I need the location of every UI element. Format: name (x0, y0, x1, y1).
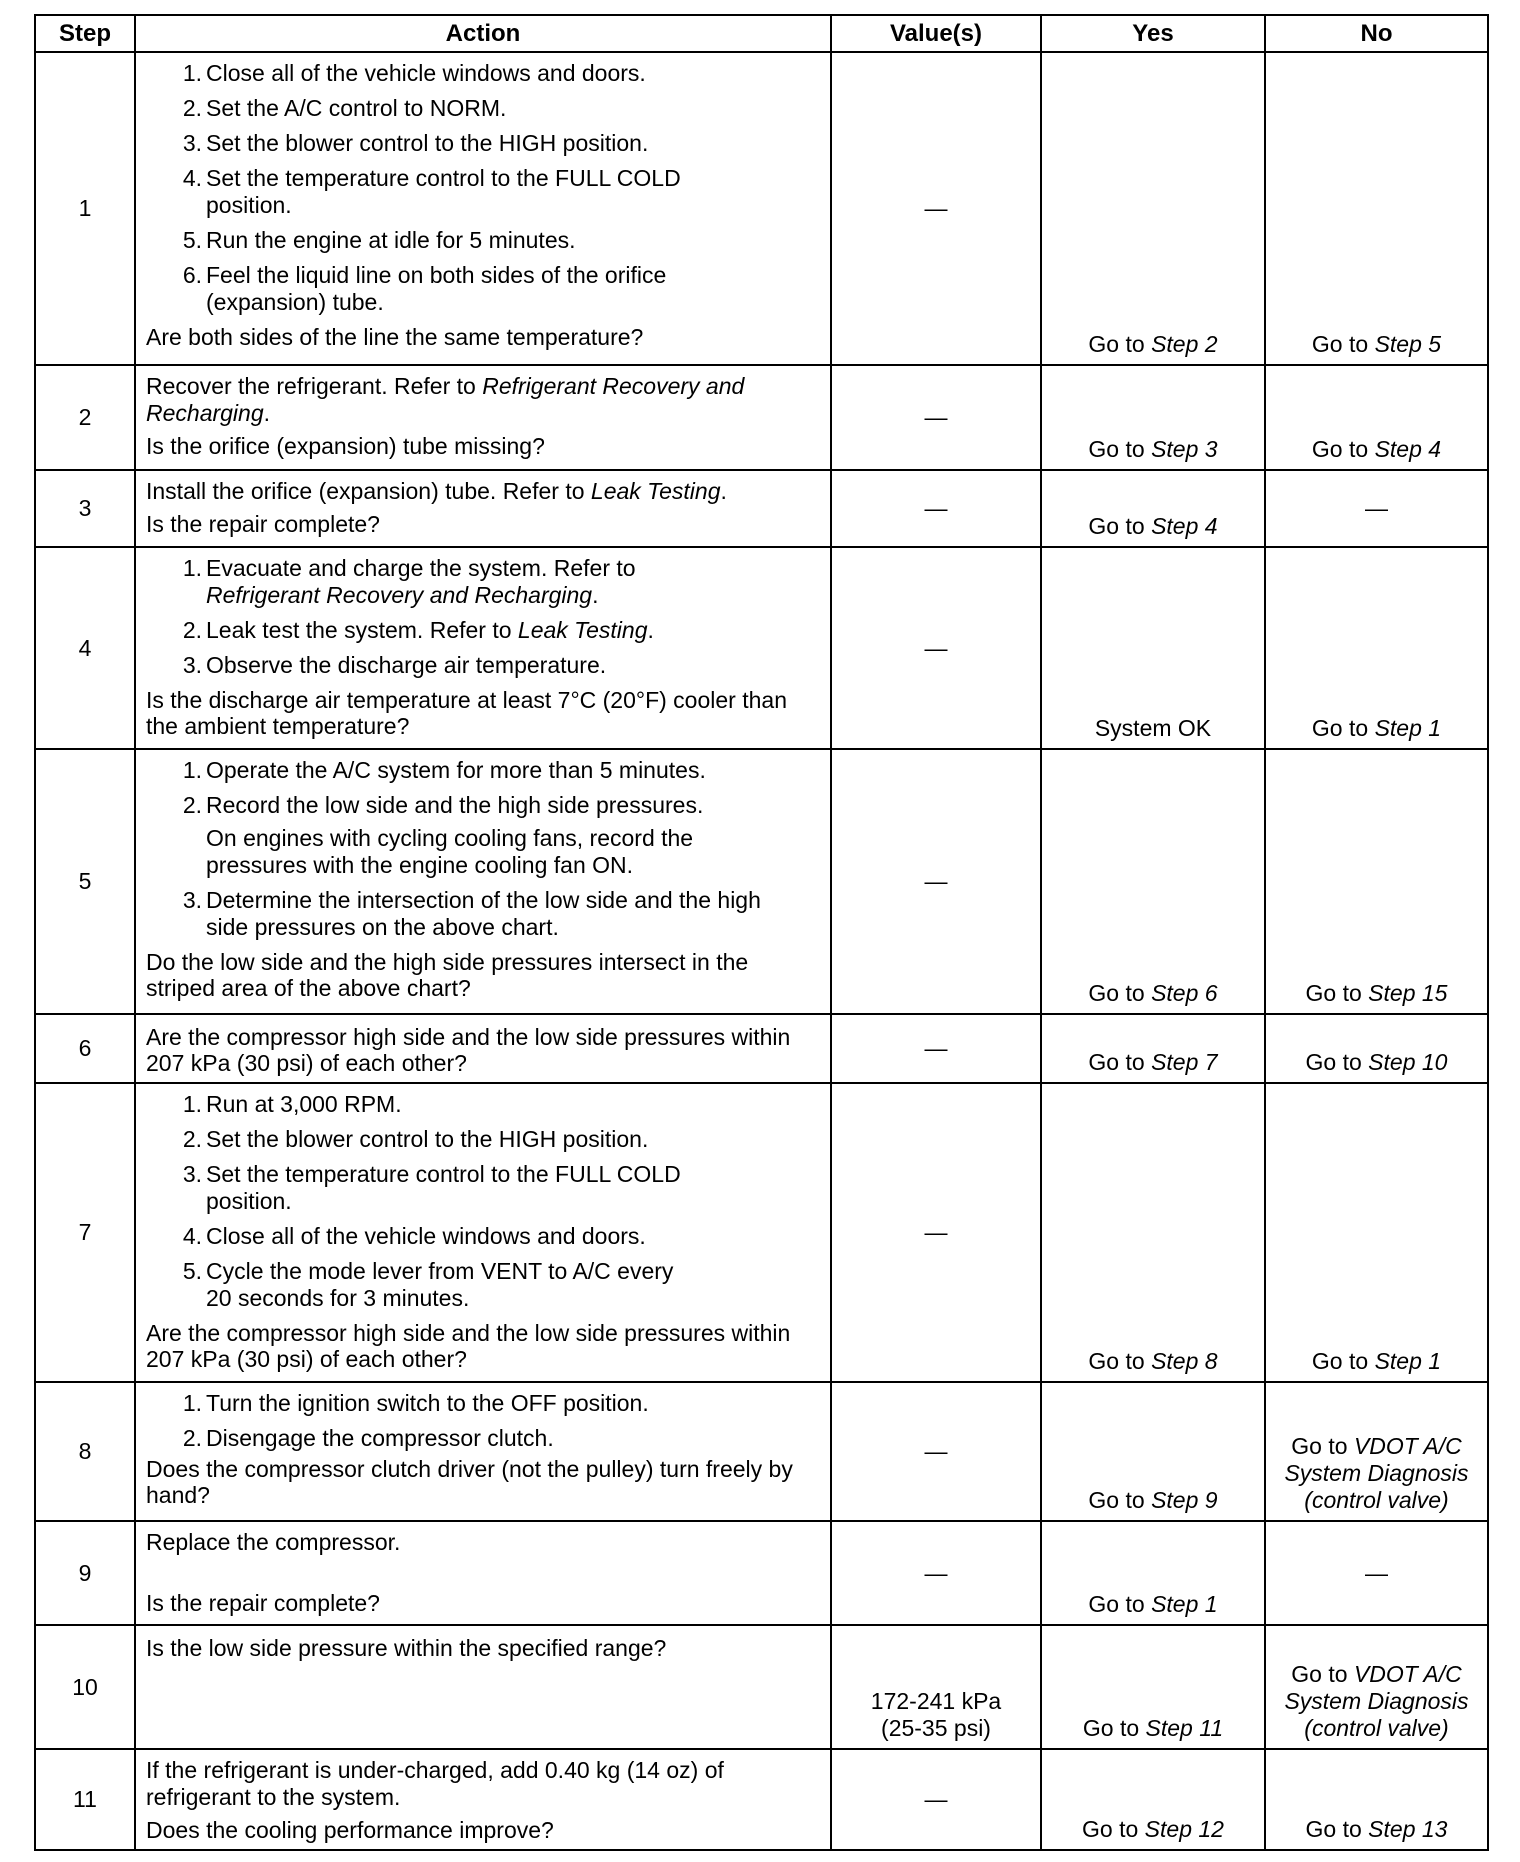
table-row (35, 1749, 1488, 1850)
table-row (35, 470, 1488, 547)
no-cell: Go to Step 1 (1265, 547, 1488, 749)
list-item: 3. Determine the intersection of the low side and the high side pressures on the above chart. (182, 887, 761, 940)
no-cell: Go to Step 15 (1265, 749, 1488, 1014)
action-list (146, 1390, 820, 1452)
header-action: Action (135, 15, 831, 52)
no-cell: — (1265, 470, 1488, 547)
step-question: Is the low side pressure within the specified range? (146, 1635, 667, 1661)
step-action (135, 52, 831, 365)
table-row (35, 1521, 1488, 1625)
no-cell: Go to VDOT A/C System Diagnosis (control valve) (1265, 1382, 1488, 1521)
value-cell: — (831, 1083, 1041, 1382)
action-list (146, 60, 820, 316)
step-number: 10 (35, 1625, 135, 1749)
step-question: Does the cooling performance improve? (146, 1817, 554, 1843)
step-question: Are the compressor high side and the low side pressures within 207 kPa (30 psi) of each other? (146, 1024, 791, 1076)
table-row (35, 1625, 1488, 1749)
header-values: Value(s) (831, 15, 1041, 52)
table-row (35, 52, 1488, 365)
list-item: 1. Operate the A/C system for more than 5 minutes. (182, 757, 706, 783)
table-row (35, 1083, 1488, 1382)
step-number: 5 (35, 749, 135, 1014)
step-number: 7 (35, 1083, 135, 1382)
yes-cell: Go to Step 6 (1041, 749, 1265, 1014)
header-no: No (1265, 15, 1488, 52)
table-row (35, 547, 1488, 749)
value-cell: — (831, 1521, 1041, 1625)
list-item: 1. Turn the ignition switch to the OFF position. (182, 1390, 649, 1416)
header-step: Step (35, 15, 135, 52)
list-item: 2. Set the A/C control to NORM. (182, 95, 507, 121)
yes-cell: Go to Step 8 (1041, 1083, 1265, 1382)
step-action: If the refrigerant is under-charged, add 0.40 kg (14 oz) of refrigerant to the system. Does the cooling performance improve? (135, 1749, 831, 1850)
table-row (35, 749, 1488, 1014)
step-number: 8 (35, 1382, 135, 1521)
no-cell: Go to Step 1 (1265, 1083, 1488, 1382)
value-cell: — (831, 547, 1041, 749)
step-number: 1 (35, 52, 135, 365)
value-cell: — (831, 1749, 1041, 1850)
diagnostic-table (34, 14, 1489, 1851)
step-number: 4 (35, 547, 135, 749)
list-item: 2. Set the blower control to the HIGH position. (182, 1126, 649, 1152)
list-item: 3. Set the temperature control to the FULL COLD position. (182, 1161, 681, 1214)
yes-cell: Go to Step 7 (1041, 1014, 1265, 1083)
list-item: 3. Observe the discharge air temperature. (182, 652, 607, 678)
step-question: Is the repair complete? (146, 1590, 380, 1616)
action-list (146, 555, 820, 679)
yes-cell: Go to Step 9 (1041, 1382, 1265, 1521)
action-list (146, 1091, 820, 1312)
table-row (35, 365, 1488, 470)
list-item: 5. Cycle the mode lever from VENT to A/C every 20 seconds for 3 minutes. (182, 1258, 674, 1311)
step-number: 3 (35, 470, 135, 547)
step-action: Replace the compressor. Is the repair complete? (135, 1521, 831, 1625)
list-item: 2. Disengage the compressor clutch. (182, 1425, 554, 1451)
step-action (135, 1083, 831, 1382)
yes-cell: Go to Step 4 (1041, 470, 1265, 547)
list-item: 2. Leak test the system. Refer to Leak Testing. (182, 617, 654, 643)
list-item: 4. Set the temperature control to the FULL COLD position. (182, 165, 681, 218)
step-question: Are the compressor high side and the low side pressures within 207 kPa (30 psi) of each other? (146, 1320, 791, 1372)
table-row (35, 1382, 1488, 1521)
yes-cell: System OK (1041, 547, 1265, 749)
header-yes: Yes (1041, 15, 1265, 52)
step-number: 6 (35, 1014, 135, 1083)
list-item-note: On engines with cycling cooling fans, record the pressures with the engine cooling fan ON. (206, 825, 694, 878)
value-cell: — (831, 1014, 1041, 1083)
step-question: Do the low side and the high side pressures intersect in the striped area of the above chart? (146, 949, 749, 1001)
no-cell: Go to Step 4 (1265, 365, 1488, 470)
yes-cell: Go to Step 3 (1041, 365, 1265, 470)
step-action (135, 547, 831, 749)
list-item: 1. Close all of the vehicle windows and doors. (182, 60, 646, 86)
step-action (135, 749, 831, 1014)
table-row (35, 1014, 1488, 1083)
list-item: 1. Run at 3,000 RPM. (182, 1091, 402, 1117)
no-cell: Go to VDOT A/C System Diagnosis (control valve) (1265, 1625, 1488, 1749)
yes-cell: Go to Step 2 (1041, 52, 1265, 365)
list-item: 5. Run the engine at idle for 5 minutes. (182, 227, 576, 253)
step-question: Are both sides of the line the same temperature? (146, 324, 644, 350)
list-item: 6. Feel the liquid line on both sides of the orifice (expansion) tube. (182, 262, 667, 315)
list-item: 4. Close all of the vehicle windows and doors. (182, 1223, 646, 1249)
step-question: Does the compressor clutch driver (not the pulley) turn freely by hand? (146, 1456, 793, 1508)
step-action: Recover the refrigerant. Refer to Refrigerant Recovery and Recharging. Is the orifice (expansion) tube missing? (135, 365, 831, 470)
step-number: 2 (35, 365, 135, 470)
value-cell: — (831, 52, 1041, 365)
action-list (146, 757, 820, 941)
step-action (135, 1014, 831, 1083)
list-item: 1. Evacuate and charge the system. Refer to Refrigerant Recovery and Recharging. (182, 555, 636, 608)
value-cell: 172-241 kPa (25-35 psi) (831, 1625, 1041, 1749)
no-cell: Go to Step 10 (1265, 1014, 1488, 1083)
list-item: 3. Set the blower control to the HIGH position. (182, 130, 649, 156)
list-item: 2. Record the low side and the high side pressures. (182, 792, 704, 818)
header-row (35, 15, 1488, 52)
step-action (135, 1382, 831, 1521)
step-question: Is the discharge air temperature at least 7°C (20°F) cooler than the ambient temperature? (146, 687, 787, 739)
value-cell: — (831, 749, 1041, 1014)
no-cell: Go to Step 13 (1265, 1749, 1488, 1850)
yes-cell: Go to Step 12 (1041, 1749, 1265, 1850)
step-question: Is the repair complete? (146, 511, 380, 537)
value-cell: — (831, 470, 1041, 547)
step-number: 9 (35, 1521, 135, 1625)
step-action: Install the orifice (expansion) tube. Refer to Leak Testing. Is the repair complete? (135, 470, 831, 547)
value-cell: — (831, 365, 1041, 470)
yes-cell: Go to Step 1 (1041, 1521, 1265, 1625)
step-action (135, 1625, 831, 1749)
step-number: 11 (35, 1749, 135, 1850)
step-question: Is the orifice (expansion) tube missing? (146, 433, 545, 459)
value-cell: — (831, 1382, 1041, 1521)
no-cell: Go to Step 5 (1265, 52, 1488, 365)
yes-cell: Go to Step 11 (1041, 1625, 1265, 1749)
no-cell: — (1265, 1521, 1488, 1625)
